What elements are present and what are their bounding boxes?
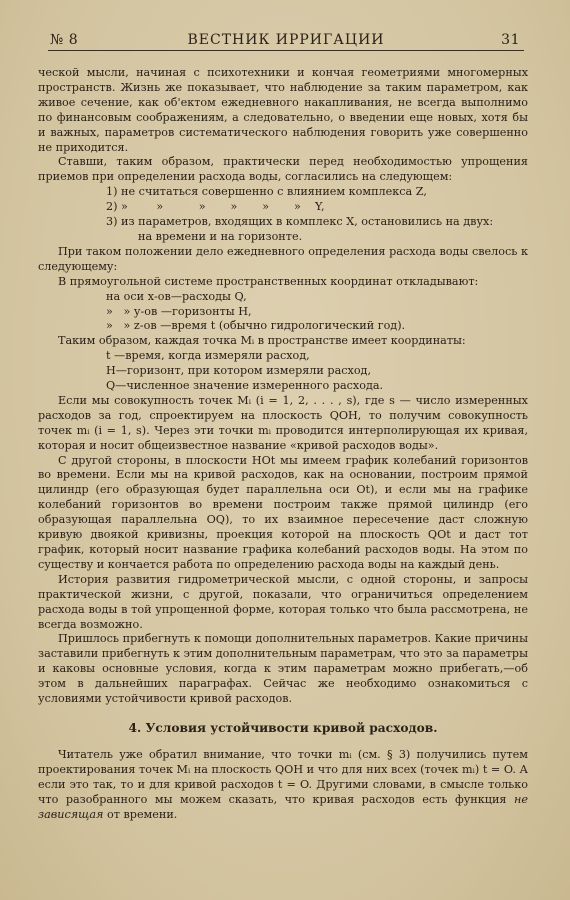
definitions-list <box>106 349 528 394</box>
paragraph: ческой мысли, начиная с психотехники и кончая геометриями многомерных пространств. Жизнь же показывает, что наблюдение за таким параметром, как живое сечение, как об'ектом ежедневного накапливания, не всегда выполнимо по финансовым соображениям, а следовательно, о введении еще новых, хотя бы и важных, параметров систематического наблюдения говорить уже совершенно не приходится. <box>38 66 528 154</box>
paragraph: Пришлось прибегнуть к помощи дополнительных параметров. Какие причины заставили прибегнуть к этим дополнительным параметрам, что это за параметры и каковы основные условия, когда к этим параметрам можно прибегать,—об этом в дальнейших параграфах. Сейчас же необходимо ознакомиться с условиями устойчивости кривой расходов. <box>38 632 528 706</box>
list-item: 1) не считаться совершенно с влиянием комплекса Z, <box>106 185 427 199</box>
paragraph: Если мы совокупность точек Mᵢ (i = 1, 2, . . . , s), где s — число измеренных расходов за год, спроектируем на плоскость QOH, то получим совокупность точек mᵢ (i = 1, s). Через эти точки mᵢ проводится интерполирующая их кривая, которая и носит общеизвестное название «кривой расходов воды». <box>38 393 528 452</box>
list-item: H—горизонт, при котором измеряли расход, <box>106 364 371 378</box>
list-item: Q—численное значение измеренного расхода. <box>106 379 384 393</box>
page-number: 31 <box>501 32 520 48</box>
paragraph: С другой стороны, в плоскости HOt мы имеем график колебаний горизонтов во времени. Если мы на кривой расходов, как на основании, построим прямой цилиндр (его образующая будет параллельна оси Ot), и если мы на графике колебаний горизонтов во времени построим также прямой цилиндр (его образующая параллельна OQ), то их взаимное пересечение даст сложную кривую двоякой кривизны, проекция которой на плоскость QOt и даст тот график, который носит название графика колебаний расходов воды. На этом по существу и кончается работа по определению расхода воды на каждый день. <box>38 453 528 571</box>
list-item: 3) из параметров, входящих в комплекс X, остановились на двух: <box>106 215 494 229</box>
list-item: t —время, когда измеряли расход, <box>106 349 310 363</box>
paragraph: В прямоугольной системе пространственных координат откладывают: <box>58 274 479 288</box>
paragraph <box>38 748 528 823</box>
paragraph-text: от времени. <box>107 807 178 821</box>
paragraph: История развития гидрометрической мысли, с одной стороны, и запросы практической жизни, с другой, показали, что ограничиться определением расхода воды в той упрощенной форме, которая только что была рассмотрена, не всегда возможно. <box>38 572 528 631</box>
journal-title: ВЕСТНИК ИРРИГАЦИИ <box>187 32 385 48</box>
paragraph: Таким образом, каждая точка Mᵢ в пространстве имеет координаты: <box>58 334 466 348</box>
running-header <box>48 30 524 51</box>
emphasized-text: не зависящая <box>38 792 529 821</box>
issue-number: № 8 <box>50 32 79 48</box>
coordinate-list <box>106 290 528 335</box>
conditions-list <box>106 185 528 245</box>
list-item: » » z-ов —время t (обычно гидрологический год). <box>106 319 406 333</box>
list-item: на оси х-ов—расходы Q, <box>106 289 247 303</box>
section-heading: 4. Условия устойчивости кривой расходов. <box>128 720 438 735</box>
list-item: 2) » » » » » » Y, <box>106 200 325 214</box>
paragraph: Ставши, таким образом, практически перед необходимостью упрощения приемов при определении расхода воды, согласились на следующем: <box>38 155 528 184</box>
page-body <box>38 66 528 822</box>
list-item: » » у-ов —горизонты H, <box>106 304 252 318</box>
paragraph: При таком положении дело ежедневного определения расхода воды свелось к следующему: <box>38 244 528 273</box>
paragraph-text: Читатель уже обратил внимание, что точки mᵢ (см. § 3) получились путем проектирования точек Mᵢ на плоскость QOH и что для них всех (точек mᵢ) t = O. А если это так, то и для кривой расходов t = O. Другими словами, в смысле только что разобранного мы можем сказать, что кривая расходов есть функция <box>38 747 528 806</box>
list-item-continuation: на времени и на горизонте. <box>138 229 303 243</box>
